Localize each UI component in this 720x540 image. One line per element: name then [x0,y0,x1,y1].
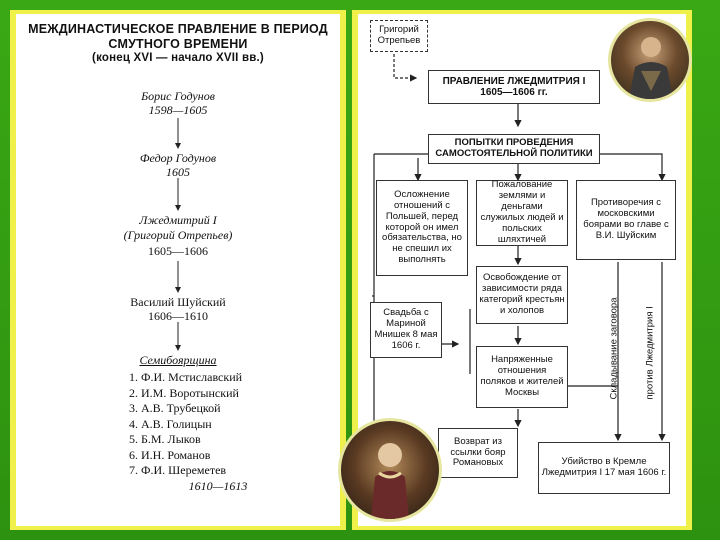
left-title-line-2: СМУТНОГО ВРЕМЕНИ [108,37,248,51]
council-years: 1610—1613 [188,479,248,493]
false-dmitry-portrait [608,18,692,102]
otrepiev-box: Григорий Отрепьев [370,20,428,52]
attempts-line-1: ПОПЫТКИ ПРОВЕДЕНИЯ [454,137,574,149]
marina-mnishek-portrait [338,418,442,522]
ruler-3-alias: (Григорий Отрепьев) [123,228,233,242]
council-member: 4. А.В. Голицын [129,416,212,431]
ruler-1-years: 1598—1605 [148,103,208,117]
ruler-2-years: 1605 [166,165,190,179]
ruler-2-name: Федор Годунов [139,151,217,165]
grants-box: Пожалование землями и деньгами служилых людей и польских шляхтичей [476,180,568,246]
conspiracy-label-a: Складывание заговора [608,297,620,400]
council-members [129,370,242,479]
main-title-box [428,70,600,104]
attempts-box [428,134,600,164]
council-member: 6. И.Н. Романов [129,447,211,462]
council-member: 5. Б.М. Лыков [129,432,201,446]
dynasty-chart-panel [16,14,340,526]
return-box: Возврат из ссылки бояр Романовых [438,428,518,478]
ruler-4-years: 1606—1610 [148,309,208,323]
attempts-line-2: САМОСТОЯТЕЛЬНОЙ ПОЛИТИКИ [435,148,593,159]
ruler-4-name: Василий Шуйский [130,295,226,309]
council-member: 3. А.В. Трубецкой [129,401,221,415]
main-title: ПРАВЛЕНИЕ ЛЖЕДМИТРИЯ I [442,75,586,87]
council-member: 2. И.М. Воротынский [129,385,239,400]
tension-box: Напряженные отношения поляков и жителей Москвы [476,346,568,408]
wedding-box: Свадьба с Мариной Мнишек 8 мая 1606 г. [370,302,442,358]
murder-box: Убийство в Кремле Лжедмитрия I 17 мая 1606 г. [538,442,670,494]
ruler-1-name: Борис Годунов [141,89,215,103]
council-member: 7. Ф.И. Шереметев [129,463,227,477]
left-title-line-3: (конец XVI — начало XVII вв.) [92,52,264,64]
council-name: Семибоярщина [139,353,217,367]
poland-box: Осложнение отношений с Польшей, перед которой он имел обязательства, но не спешил их выполнять [376,180,468,276]
left-title-line-1: МЕЖДИНАСТИЧЕСКОЕ ПРАВЛЕНИЕ В ПЕРИОД [28,22,328,36]
conspiracy-label-b: против Лжедмитрия I [644,306,656,400]
ruler-3-name: Лжедмитрий I [139,213,217,227]
ruler-3-years: 1605—1606 [148,244,208,258]
council-member: 1. Ф.И. Мстиславский [129,370,243,384]
liberation-box: Освобождение от зависимости ряда категорий крестьян и холопов [476,266,568,324]
portrait-figure-icon [611,21,689,99]
main-title-years: 1605—1606 гг. [480,87,548,98]
portrait-figure-icon [341,421,439,519]
contradictions-box: Противоречия с московскими боярами во главе с В.И. Шуйским [576,180,676,260]
